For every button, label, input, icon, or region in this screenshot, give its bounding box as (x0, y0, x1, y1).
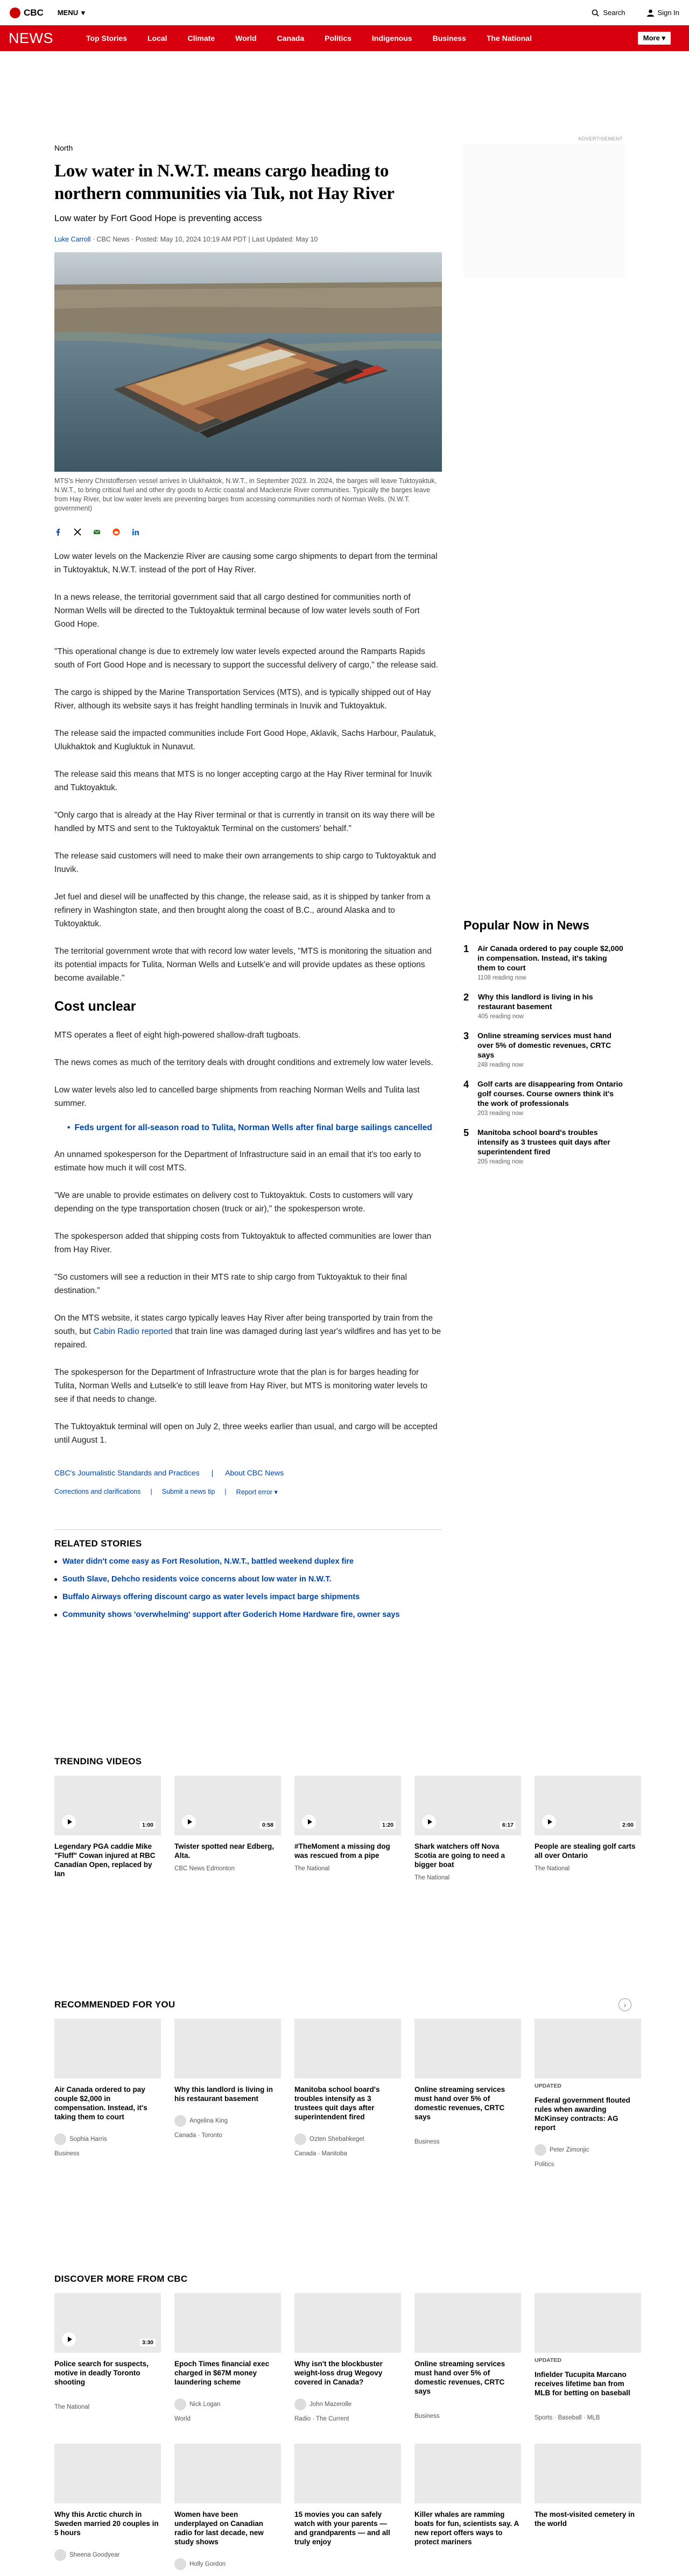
related-stories (54, 1529, 442, 1620)
story-title: Air Canada ordered to pay couple $2,000 in compensation. Instead, it's taking them to court (54, 2085, 147, 2121)
video-card[interactable] (535, 1776, 641, 1881)
story-title: Manitoba school board's troubles intensify as 3 trustees quit days after superintendent fired (294, 2085, 380, 2121)
story-title: Online streaming services must hand over 5% of domestic revenues, CRTC says (414, 2085, 505, 2121)
video-thumbnail (54, 1776, 161, 1835)
reading-count: 203 reading now (477, 1110, 524, 1117)
story-card[interactable] (535, 2293, 641, 2422)
logo-text: CBC (24, 7, 44, 18)
nav-local[interactable]: Local (147, 34, 167, 42)
news-tip-link[interactable]: Submit a news tip (161, 1488, 215, 1495)
story-author (294, 2133, 401, 2145)
menu-button[interactable] (58, 9, 85, 17)
paragraph-with-link (54, 1311, 442, 1352)
trending-videos (54, 1756, 636, 1881)
story-card[interactable] (174, 2019, 281, 2168)
paragraph: An unnamed spokesperson for the Department of Infrastructure said in an email that it's too early to estimate how much it will cost MTS. (54, 1150, 421, 1173)
popular-item-title: Why this landlord is living in his restaurant basement (477, 992, 593, 1011)
paragraph: "This operational change is due to extremely low water levels expected around the Ramparts Rapids south of Fort Good Hope and is necessary to support the successful delivery of cargo," the release said. (54, 647, 438, 670)
byline-meta: · CBC News · Posted: May 10, 2024 10:19 AM PDT | Last Updated: May 10 (90, 236, 318, 243)
chevron-down-icon: ▾ (274, 1488, 278, 1496)
related-item-title: Community shows 'overwhelming' support after Goderich Home Hardware fire, owner says (62, 1610, 400, 1619)
story-card[interactable] (54, 2019, 161, 2168)
reddit-icon[interactable] (113, 528, 120, 536)
video-title: Shark watchers off Nova Scotia are going to need a bigger boat (414, 1842, 505, 1869)
related-item[interactable] (54, 1592, 442, 1602)
trending-title: TRENDING VIDEOS (54, 1756, 142, 1766)
story-tags: Radio · The Current (294, 2416, 349, 2422)
story-thumbnail (294, 2444, 401, 2503)
paragraph: Jet fuel and diesel will be unaffected by this change, the release said, as it is shipped by tanker from a refinery in Washington state, and then brought along the coast of B.C., around Alaska and to Tuktoyaktuk. (54, 892, 431, 928)
popular-rank: 4 (463, 1079, 469, 1090)
paragraph: In a news release, the territorial government said that all cargo destined for communities north of Norman Wells will be directed to the Tuktoyaktuk terminal because of low water levels south of Fort Good Hope. (54, 593, 420, 629)
related-item[interactable] (54, 1556, 442, 1567)
story-card[interactable] (414, 2293, 521, 2422)
story-thumbnail (174, 2019, 281, 2078)
video-duration: 1:20 (380, 1821, 396, 1829)
play-icon (542, 1815, 556, 1829)
story-card[interactable] (174, 2293, 281, 2422)
story-tags: Canada · Manitoba (294, 2151, 347, 2157)
author-name: Sophia Harris (69, 2136, 107, 2142)
story-tags: World (174, 2416, 191, 2422)
discover-more (54, 2274, 635, 2570)
story-card[interactable] (414, 2019, 521, 2168)
video-duration: 2:00 (620, 1821, 636, 1829)
video-duration: 6:17 (500, 1821, 516, 1829)
sidebar (463, 136, 625, 278)
subheading: Cost unclear (54, 999, 136, 1014)
story-title: Epoch Times financial exec charged in $67M money laundering scheme (174, 2360, 270, 2386)
story-card[interactable] (54, 2444, 161, 2570)
video-thumbnail (294, 1776, 401, 1835)
story-card[interactable] (294, 2293, 401, 2422)
facebook-icon[interactable] (54, 528, 62, 536)
feedback-links (54, 1488, 442, 1496)
story-title: Infielder Tucupita Marcano receives lifetime ban from MLB for betting on baseball (535, 2371, 630, 2397)
email-icon[interactable] (93, 528, 101, 536)
story-thumbnail (174, 2444, 281, 2503)
reading-count: 405 reading now (477, 1013, 524, 1020)
standards-link[interactable]: CBC's Journalistic Standards and Practices (54, 1468, 200, 1477)
avatar (174, 2398, 186, 2410)
story-tags: Business (54, 2151, 80, 2157)
video-card[interactable] (174, 1776, 281, 1881)
related-title: RELATED STORIES (54, 1538, 142, 1549)
popular-item[interactable] (463, 943, 625, 981)
popular-rank: 5 (463, 1127, 469, 1138)
paragraph-text: that train line was damaged during last year's wildfires and has yet to be repaired. (54, 1327, 441, 1350)
reading-count: 205 reading now (477, 1159, 524, 1165)
share-bar (54, 528, 442, 536)
paragraph: "We are unable to provide estimates on delivery cost to Tuktoyaktuk. Costs to customers will vary depending on the type transportation chosen (truck or air)," the spokesperson wrote. (54, 1191, 413, 1214)
story-title: Killer whales are ramming boats for fun, scientists say. A new report offers ways to protect mariners (414, 2510, 519, 2546)
author-name: Angelina King (189, 2118, 228, 2124)
story-title: Why isn't the blockbuster weight-loss drug Wegovy covered in Canada? (294, 2360, 383, 2386)
paragraph: Low water levels also led to cancelled barge shipments from reaching Norman Wells and Tulita last summer. (54, 1085, 420, 1108)
nav-business[interactable]: Business (432, 34, 466, 42)
updated-badge: UPDATED (535, 2083, 561, 2089)
search-button[interactable] (592, 9, 625, 17)
popular-item-title: Manitoba school board's troubles intensify as 3 trustees quit days after superintendent fired (477, 1128, 610, 1156)
separator: | (211, 1468, 214, 1477)
story-author (174, 2115, 281, 2127)
author-name: Nick Logan (189, 2401, 221, 2408)
video-card[interactable] (54, 1776, 161, 1881)
paragraph: The territorial government wrote that with record low water levels, "MTS is monitoring the situation and its potential impacts for Tulita, Norman Wells and Łutselk'e and will provide updates as these options become available." (54, 947, 432, 983)
reading-count: 1108 reading now (477, 975, 526, 981)
story-author (294, 2398, 401, 2410)
video-source: The National (294, 1865, 330, 1872)
story-tags: Canada · Toronto (174, 2132, 222, 2139)
video-title: Twister spotted near Edberg, Alta. (174, 1842, 275, 1860)
more-label: More (643, 34, 660, 42)
story-thumbnail (535, 2444, 641, 2503)
play-icon (62, 1815, 76, 1829)
article-main (54, 144, 442, 1620)
story-thumbnail (414, 2019, 521, 2078)
video-thumbnail (414, 1776, 521, 1835)
story-thumbnail (54, 2019, 161, 2078)
popular-item-title: Air Canada ordered to pay couple $2,000 in compensation. Instead, it's taking them to court (477, 944, 623, 972)
story-author (174, 2558, 281, 2570)
sidebar-ad[interactable] (463, 136, 625, 278)
paragraph: The release said customers will need to make their own arrangements to ship cargo to Tuktoyaktuk and Inuvik. (54, 851, 437, 874)
related-item[interactable] (54, 1574, 442, 1585)
story-thumbnail (294, 2293, 401, 2353)
bullet-dot: • (67, 1123, 71, 1132)
related-item-title: Water didn't come easy as Fort Resolution, N.W.T., battled weekend duplex fire (62, 1557, 354, 1566)
avatar (54, 2549, 66, 2561)
chevron-down-icon: ▾ (81, 8, 85, 17)
story-tags: Sports · Baseball · MLB (535, 2415, 600, 2421)
report-error-link[interactable] (236, 1488, 278, 1496)
story-title: 15 movies you can safely watch with your parents — and grandparents — and all truly enjoy (294, 2510, 390, 2546)
author-name: Sheena Goodyear (69, 2552, 120, 2558)
nav-climate[interactable]: Climate (187, 34, 215, 42)
story-title: Online streaming services must hand over 5% of domestic revenues, CRTC says (414, 2360, 505, 2395)
recommended-title: RECOMMENDED FOR YOU (54, 1999, 175, 2010)
story-title: The most-visited cemetery in the world (535, 2510, 635, 2528)
video-thumbnail (535, 1776, 641, 1835)
recommended-for-you (54, 1999, 631, 2168)
search-label: Search (603, 9, 625, 17)
bullet-dot (54, 1596, 57, 1599)
discover-row-1 (54, 2293, 631, 2422)
story-thumbnail (414, 2444, 521, 2503)
story-author (174, 2398, 281, 2410)
byline (54, 236, 442, 243)
story-title: Federal government flouted rules when awarding McKinsey contracts: AG report (535, 2096, 630, 2132)
story-tags: Politics (535, 2161, 554, 2168)
avatar (54, 2133, 66, 2145)
avatar (294, 2133, 306, 2145)
paragraph: The Tuktoyaktuk terminal will open on July 2, three weeks earlier than usual, and cargo will be accepted until August 1. (54, 1422, 438, 1445)
cbc-gem-icon (10, 8, 20, 18)
story-thumbnail (54, 2293, 161, 2353)
paragraph: The release said the impacted communities include Fort Good Hope, Aklavik, Sachs Harbour, Paulatuk, Ulukhaktok and Kugluktuk in Nunavut. (54, 729, 437, 751)
popular-rank: 1 (463, 943, 469, 954)
separator: | (224, 1488, 227, 1495)
cabin-radio-link[interactable]: Cabin Radio reported (93, 1327, 173, 1336)
report-error-label: Report error (236, 1488, 273, 1496)
discover-title: DISCOVER MORE FROM CBC (54, 2274, 188, 2284)
video-card[interactable] (294, 1776, 401, 1881)
search-icon (592, 9, 599, 17)
story-title: Police search for suspects, motive in deadly Toronto shooting (54, 2360, 149, 2386)
story-card[interactable] (414, 2444, 521, 2570)
nav-indigenous[interactable]: Indigenous (371, 34, 412, 42)
avatar (174, 2558, 186, 2570)
video-title: People are stealing golf carts all over Ontario (535, 1842, 636, 1860)
top-bar (0, 0, 689, 25)
paragraph: The spokesperson added that shipping costs from Tuktoyaktuk to affected communities are lower than from Hay River. (54, 1232, 432, 1254)
story-tags: Business (414, 2139, 440, 2145)
next-arrow-icon[interactable]: › (618, 1998, 631, 2011)
author-name: John Mazerolle (310, 2401, 351, 2408)
nav-links (76, 34, 638, 42)
related-item-title: South Slave, Dehcho residents voice concerns about low water in N.W.T. (62, 1575, 332, 1584)
related-item-title: Buffalo Airways offering discount cargo as water levels impact barge shipments (62, 1593, 360, 1601)
discover-row-2 (54, 2444, 635, 2570)
corrections-link[interactable]: Corrections and clarifications (54, 1488, 141, 1495)
popular-item-title: Golf carts are disappearing from Ontario golf courses. Course owners think it's the work of professionals (477, 1080, 623, 1108)
story-card[interactable] (174, 2444, 281, 2570)
nav-politics[interactable]: Politics (325, 34, 351, 42)
author-link[interactable]: Luke Carroll (54, 236, 91, 243)
cbc-logo[interactable] (10, 8, 44, 18)
story-thumbnail (535, 2293, 641, 2353)
reading-count: 248 reading now (477, 1062, 524, 1068)
paragraph: The spokesperson for the Department of Infrastructure wrote that the plan is for barges heading for Tulita, Norman Wells and Łutselk'e to still leave from Hay River, but MTS is monitoring water levels to see if that needs to change. (54, 1368, 427, 1404)
linkedin-icon[interactable] (132, 528, 139, 536)
paragraph: The release said this means that MTS is no longer accepting cargo at the Hay River terminal for Inuvik and Tuktoyaktuk. (54, 770, 432, 792)
nav-canada[interactable]: Canada (277, 34, 305, 42)
related-item[interactable] (54, 1609, 442, 1620)
article-body (54, 550, 442, 1447)
paragraph-text: On the MTS website, it states cargo typically leaves Hay River after being transported by train from the south, but (54, 1314, 433, 1336)
ad-label: ADVERTISEMENT (578, 136, 623, 141)
standards-links (54, 1468, 442, 1477)
story-card[interactable] (294, 2444, 401, 2570)
story-tags: Business (414, 2413, 440, 2419)
deck: Low water by Fort Good Hope is preventing access (54, 213, 262, 223)
story-title: Why this landlord is living in his restaurant basement (174, 2085, 273, 2103)
play-icon (182, 1815, 196, 1829)
chevron-down-icon: ▾ (662, 34, 665, 42)
news-section-label[interactable]: NEWS (9, 30, 53, 46)
play-icon (62, 2332, 76, 2346)
play-icon (422, 1815, 436, 1829)
author-name: Ozten Shebahkeget (310, 2136, 364, 2142)
popular-item[interactable] (463, 1079, 625, 1117)
paragraph: "So customers will see a reduction in their MTS rate to ship cargo from Tuktoyaktuk to their final destination." (54, 1273, 407, 1295)
nav-world[interactable]: World (235, 34, 257, 42)
inline-related-title: Feds urgent for all-season road to Tulita, Norman Wells after final barge sailings cancelled (74, 1123, 432, 1132)
trending-row (54, 1776, 636, 1881)
popular-rank: 2 (463, 992, 469, 1003)
play-icon (302, 1815, 316, 1829)
story-author (54, 2133, 161, 2145)
popular-item[interactable] (463, 992, 625, 1020)
recommended-row (54, 2019, 631, 2168)
story-title: Why this Arctic church in Sweden married 20 couples in 5 hours (54, 2510, 159, 2537)
barge-photo (54, 252, 442, 472)
paragraph: The news comes as much of the territory deals with drought conditions and extremely low water levels. (54, 1058, 433, 1067)
nav-top-stories[interactable]: Top Stories (86, 34, 127, 42)
more-button[interactable] (638, 32, 671, 45)
paragraph: "Only cargo that is already at the Hay River terminal or that is currently in transit on its way there will be handled by MTS and sent to the Tuktoyaktuk Terminal on the customers' behalf." (54, 811, 435, 833)
story-tags: The National (54, 2404, 90, 2410)
author-name: Peter Zimonjic (550, 2147, 589, 2153)
video-duration: 0:58 (260, 1821, 276, 1829)
bullet-dot (54, 1614, 57, 1616)
story-card[interactable] (294, 2019, 401, 2168)
story-card[interactable] (535, 2019, 641, 2168)
separator: | (150, 1488, 152, 1495)
popular-title: Popular Now in News (463, 918, 589, 932)
updated-badge: UPDATED (535, 2357, 561, 2364)
section-label[interactable]: North (54, 144, 73, 152)
story-thumbnail (535, 2019, 641, 2078)
story-card[interactable] (535, 2444, 641, 2570)
bullet-dot (54, 1578, 57, 1581)
video-title: Legendary PGA caddie Mike "Fluff" Cowan injured at RBC Canadian Open, replaced by Ian (54, 1842, 156, 1878)
story-title: Women have been underplayed on Canadian radio for last decade, new study shows (174, 2510, 264, 2546)
avatar (174, 2115, 186, 2127)
inline-related-link[interactable] (67, 1122, 442, 1134)
popular-now (463, 918, 625, 1176)
video-duration: 3:30 (140, 2339, 156, 2346)
user-icon (647, 9, 654, 17)
popular-item[interactable] (463, 1127, 625, 1165)
video-thumbnail (174, 1776, 281, 1835)
popular-item[interactable] (463, 1031, 625, 1068)
menu-label: MENU (57, 9, 79, 17)
story-author (54, 2549, 161, 2561)
photo-caption: MTS's Henry Christoffersen vessel arrives in Ulukhaktok, N.W.T., in September 2023. In 2024, the barges will leave Tuktoyaktuk, N.W.T., to bring critical fuel and other dry goods to Arctic coastal and Mackenzie River communities. Typically the barges leave from Hay River, but low water levels are preventing barges from accessing communities north of Norman Wells. (N.W.T. government) (54, 477, 437, 512)
about-cbc-news-link[interactable]: About CBC News (225, 1468, 284, 1477)
story-author (535, 2144, 641, 2156)
story-thumbnail (414, 2293, 521, 2353)
video-card[interactable] (414, 1776, 521, 1881)
story-thumbnail (294, 2019, 401, 2078)
signin-button[interactable] (647, 9, 679, 17)
avatar (535, 2144, 546, 2156)
video-source: The National (535, 1865, 570, 1872)
author-name: Holly Gordon (189, 2561, 226, 2567)
story-card[interactable] (54, 2293, 161, 2422)
hero-image (54, 252, 442, 472)
video-source: The National (414, 1875, 450, 1881)
paragraph: MTS operates a fleet of eight high-powered shallow-draft tugboats. (54, 1031, 301, 1040)
video-duration: 1:00 (140, 1821, 156, 1829)
paragraph: The cargo is shipped by the Marine Transportation Services (MTS), and is typically shipped out of Hay River, although its website says it has freight handling terminals in Inuvik and Tuktoyaktuk. (54, 688, 431, 711)
x-icon[interactable] (74, 528, 81, 536)
avatar (294, 2398, 306, 2410)
nav-the-national[interactable]: The National (486, 34, 532, 42)
top-ad-space (0, 51, 689, 117)
bullet-dot (54, 1560, 57, 1563)
paragraph: Low water levels on the Mackenzie River are causing some cargo shipments to depart from the terminal in Tuktoyaktuk, N.W.T. instead of the port of Hay River. (54, 552, 438, 574)
news-nav-bar (0, 25, 689, 51)
headline: Low water in N.W.T. means cargo heading to northern communities via Tuk, not Hay River (54, 161, 395, 203)
popular-rank: 3 (463, 1031, 469, 1041)
signin-label: Sign In (657, 9, 679, 17)
video-title: #TheMoment a missing dog was rescued from a pipe (294, 1842, 390, 1860)
story-thumbnail (54, 2444, 161, 2503)
video-source: CBC News Edmonton (174, 1865, 235, 1872)
popular-item-title: Online streaming services must hand over 5% of domestic revenues, CRTC says (477, 1031, 611, 1059)
story-thumbnail (174, 2293, 281, 2353)
